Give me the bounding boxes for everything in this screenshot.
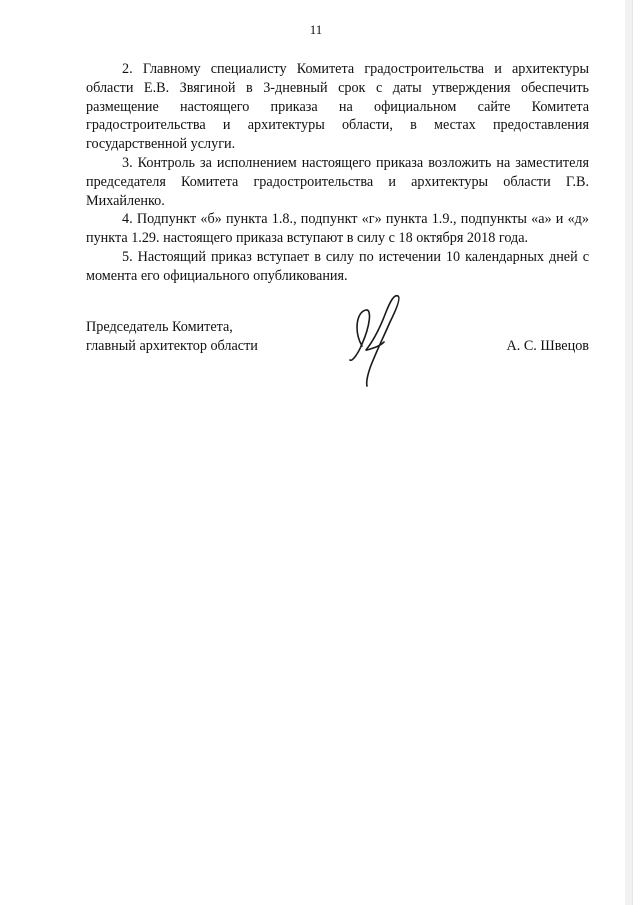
document-body: [86, 60, 589, 286]
paragraph-4: 4. Подпункт «б» пункта 1.8., подпункт «г» пункта 1.9., подпункты «а» и «д» пункта 1.29. настоящего приказа вступают в силу с 18 октября 2018 года.: [86, 211, 589, 247]
paragraph-5: 5. Настоящий приказ вступает в силу по истечении 10 календарных дней с момента его официального опубликования.: [86, 248, 589, 284]
signer-title-line-1: Председатель Комитета,: [86, 319, 233, 335]
signer-title-line-2: главный архитектор области: [86, 338, 258, 354]
page-number: 11: [309, 22, 323, 37]
paragraph-3: 3. Контроль за исполнением настоящего приказа возложить на заместителя председателя Комитета градостроительства и архитектуры области Г.В. Михайленко.: [86, 154, 589, 209]
signer-name: А. С. Швецов: [506, 338, 589, 354]
paragraph-2: 2. Главному специалисту Комитета градостроительства и архитектуры области Е.В. Звягиной в 3-дневный срок с даты утверждения обеспечить размещение настоящего приказа на официальном сайте Комитета градостроительства и архитектуры области, в местах предоставления государственной услуги.: [86, 61, 589, 153]
page-edge: [625, 0, 632, 905]
handwritten-signature: [340, 292, 410, 388]
signature-block: [86, 318, 589, 388]
signer-title: [86, 318, 258, 356]
